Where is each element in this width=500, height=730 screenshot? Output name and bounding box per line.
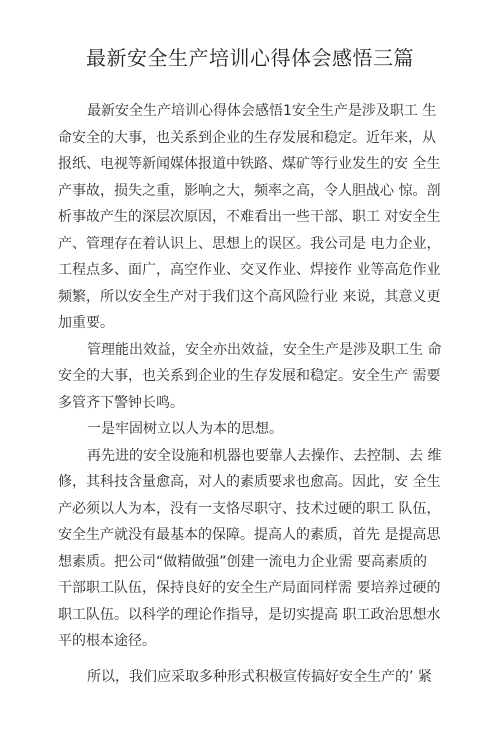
- paragraph-line: 管理能出效益，安全亦出效益，安全生产是涉及职工生 命: [87, 341, 442, 358]
- paragraph-line: 产、管理存在着认识上、思想上的误区。我公司是 电力企业，: [58, 235, 441, 252]
- paragraph-line: 命安全的大事，也关系到企业的生存发展和稳定。近年来，从: [58, 129, 436, 146]
- paragraph-line: 工程点多、面广，高空作业、交叉作业、焊接作 业等高危作业: [58, 262, 441, 278]
- paragraph-line: 加重要。: [58, 315, 114, 331]
- paragraph-line: 安全生产就没有最基本的保障。提高人的素质，首先 是提高思: [58, 527, 441, 543]
- paragraph-line: 安全的大事，也关系到企业的生存发展和稳定。安全生产 需要: [58, 368, 441, 384]
- paragraph-line: 想素质。把公司“做精做强”创建一流电力企业需 要高素质的: [58, 553, 427, 570]
- paragraph-line: 析事故产生的深层次原因，不难看出一些干部、职工 对安全生: [58, 209, 441, 225]
- paragraph-line: 一是牢固树立以人为本的思想。: [87, 421, 283, 437]
- paragraph-line: 修，其科技含量愈高，对人的素质要求也愈高。因此，安 全生: [58, 474, 441, 490]
- paragraph-line: 干部职工队伍，保持良好的安全生产局面同样需 要培养过硬的: [58, 580, 441, 596]
- paragraph-line: 所以，我们应采取多种形式积极宣传搞好安全生产的’ 紧: [87, 668, 432, 685]
- document-title: 最新安全生产培训心得体会感悟三篇: [86, 46, 414, 70]
- paragraph-line: 报纸、电视等新闻媒体报道中铁路、煤矿等行业发生的安 全生: [58, 156, 441, 172]
- document-body: [58, 98, 453, 690]
- paragraph-line: 再先进的安全设施和机器也要靠人去操作、去控制、去 维: [87, 447, 442, 464]
- paragraph-line: 多管齐下警钟长鸣。: [58, 394, 184, 411]
- paragraph-line: 产必须以人为本，没有一支恪尽职守、技术过硬的职工 队伍，: [58, 500, 441, 517]
- paragraph-line: 频繁，所以安全生产对于我们这个高风险行业 来说，其意义更: [58, 288, 441, 305]
- paragraph-line: 最新安全生产培训心得体会感悟1安全生产是涉及职工 生: [87, 103, 437, 119]
- paragraph-line: 平的根本途径。: [58, 633, 156, 649]
- paragraph-line: 职工队伍。以科学的理论作指导，是切实提高 职工政治思想水: [58, 606, 441, 623]
- paragraph-line: 产事故，损失之重，影响之大，频率之高，令人胆战心 惊。剖: [58, 182, 441, 199]
